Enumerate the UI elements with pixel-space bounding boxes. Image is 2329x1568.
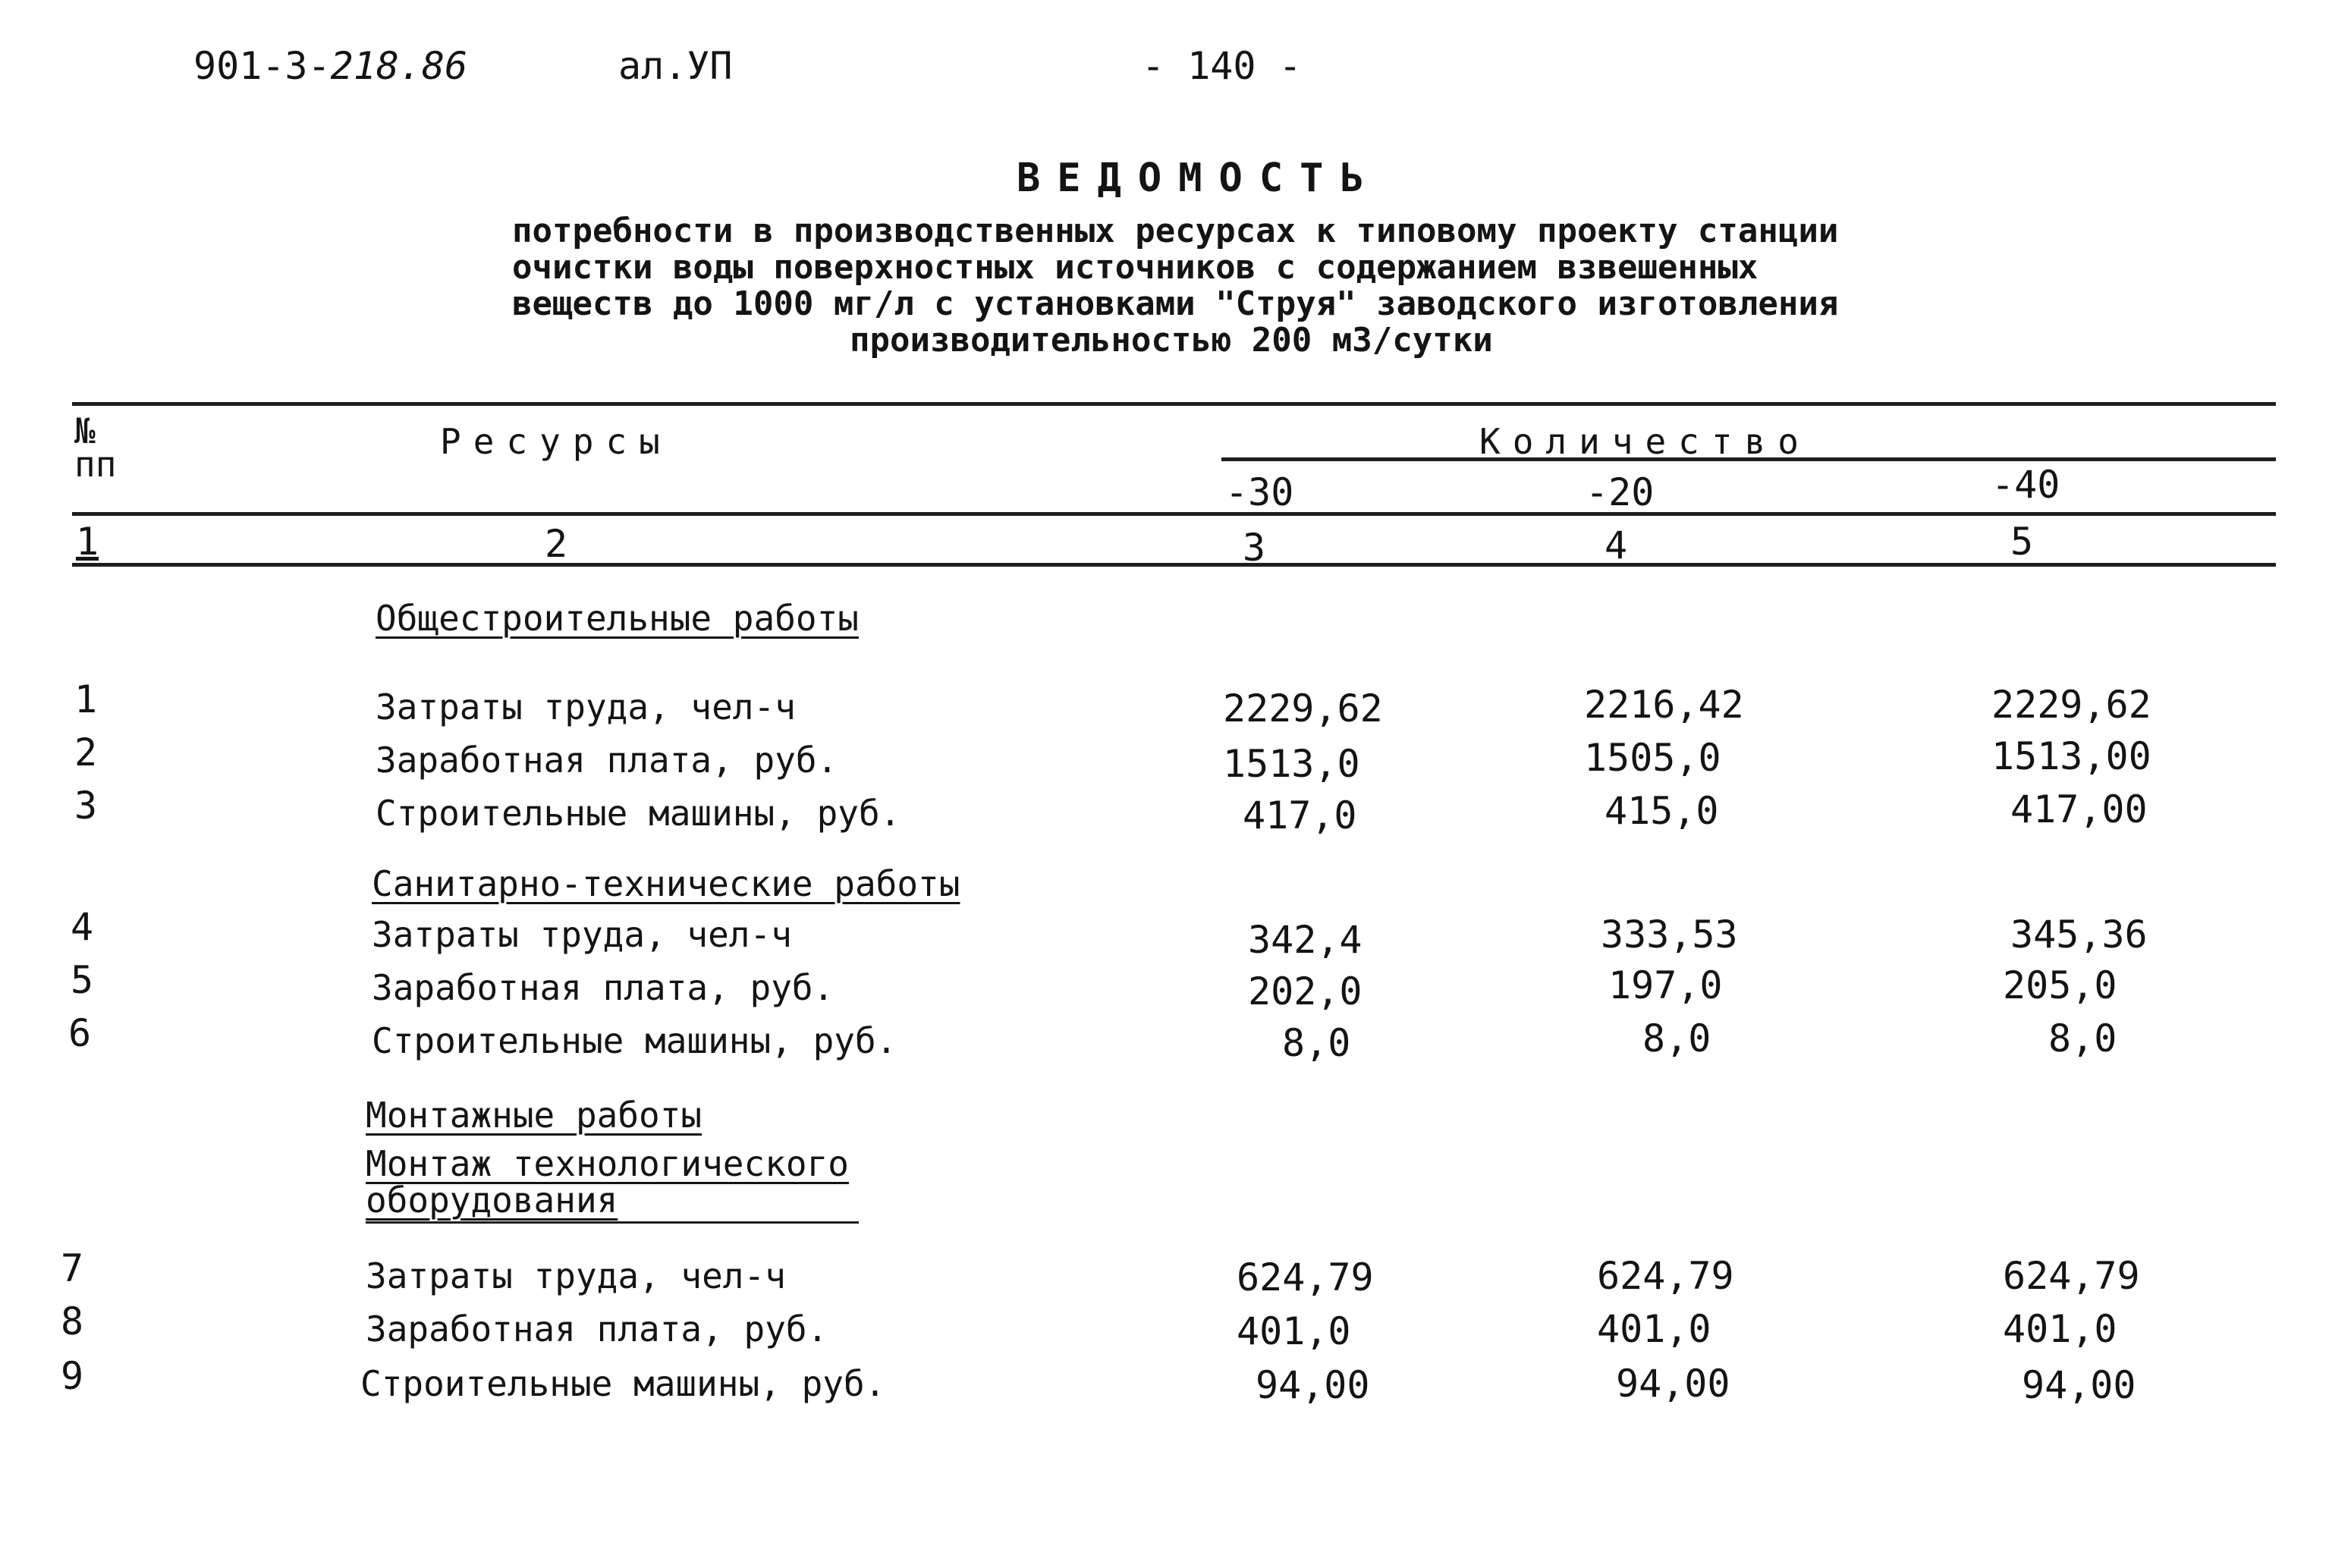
col-num-header: № пп	[74, 410, 117, 485]
row-value: 624,79	[2003, 1254, 2140, 1298]
row-value: 624,79	[1237, 1255, 1374, 1299]
column-number: 1	[76, 520, 99, 564]
row-number: 1	[74, 677, 98, 721]
row-value: 624,79	[1597, 1254, 1734, 1298]
row-value: 2216,42	[1584, 683, 1744, 727]
row-resource-name: Заработная плата, руб.	[366, 1309, 828, 1350]
row-value: 345,36	[2010, 913, 2148, 957]
row-value: 401,0	[1237, 1309, 1351, 1353]
subtitle-underline	[366, 1221, 859, 1224]
document-code-printed: 901-3-	[193, 44, 331, 88]
document-code	[193, 44, 467, 88]
row-value: 1513,00	[1991, 734, 2151, 778]
row-value: 417,0	[1243, 793, 1357, 837]
row-resource-name: Затраты труда, чел-ч	[366, 1255, 786, 1296]
row-value: 2229,62	[1991, 683, 2151, 727]
header-bottom-rule	[72, 512, 2276, 516]
row-resource-name: Строительные машины, руб.	[360, 1363, 886, 1404]
row-value: 94,00	[1616, 1362, 1730, 1406]
row-number: 8	[61, 1299, 84, 1343]
column-number: 2	[545, 522, 568, 566]
row-resource-name: Затраты труда, чел-ч	[376, 687, 796, 727]
row-resource-name: Затраты труда, чел-ч	[372, 914, 792, 955]
row-value: 417,00	[2010, 787, 2148, 831]
row-value: 202,0	[1248, 969, 1363, 1013]
row-number: 9	[61, 1354, 84, 1398]
row-value: 401,0	[2003, 1307, 2117, 1351]
subtitle-line: веществ до 1000 мг/л с установками "Струя" заводского изготовления	[512, 284, 1839, 323]
subtitle-line: очистки воды поверхностных источников с содержанием взвешенных	[512, 248, 1759, 287]
row-value: 415,0	[1605, 789, 1719, 833]
document-title: ВЕДОМОСТЬ	[1017, 156, 1381, 201]
row-value: 8,0	[1282, 1021, 1351, 1065]
row-value: 8,0	[2048, 1017, 2117, 1061]
row-value: 333,53	[1601, 913, 1738, 957]
section-title: Монтажные работы	[366, 1095, 702, 1136]
row-value: 205,0	[2003, 963, 2117, 1007]
row-value: 1513,0	[1223, 742, 1360, 786]
row-resource-name: Заработная плата, руб.	[376, 740, 838, 781]
row-value: 197,0	[1608, 963, 1723, 1007]
row-resource-name: Строительные машины, руб.	[372, 1020, 897, 1061]
row-resource-name: Заработная плата, руб.	[372, 967, 834, 1008]
row-number: 6	[68, 1011, 92, 1055]
column-number: 4	[1605, 523, 1628, 567]
row-value: 342,4	[1248, 918, 1363, 962]
quantity-subheader: -30	[1225, 470, 1294, 514]
col-quantity-header: Количество	[1479, 421, 1811, 462]
column-number: 3	[1243, 526, 1266, 570]
subtitle-line: потребности в производственных ресурсах к типовому проекту станции	[512, 212, 1839, 250]
row-resource-name: Строительные машины, руб.	[376, 793, 901, 834]
column-number: 5	[2010, 520, 2034, 564]
section-title: Санитарно-технические работы	[372, 863, 960, 904]
section-title: Общестроительные работы	[376, 598, 859, 639]
quantity-subheader: -40	[1991, 463, 2060, 507]
row-number: 5	[71, 958, 94, 1002]
row-value: 94,00	[1256, 1363, 1370, 1407]
row-number: 4	[71, 905, 94, 949]
section-subtitle: Монтаж технологического оборудования	[366, 1143, 849, 1221]
table-top-rule	[72, 402, 2276, 406]
row-value: 2229,62	[1223, 687, 1383, 731]
row-value: 94,00	[2022, 1363, 2136, 1407]
row-number: 2	[74, 731, 98, 775]
subtitle-line: производительностью 200 м3/сутки	[850, 321, 1493, 360]
row-value: 401,0	[1597, 1307, 1711, 1351]
album-label: ал.УП	[618, 44, 733, 88]
row-value: 1505,0	[1584, 736, 1721, 780]
quantity-subheader: -20	[1586, 470, 1655, 514]
document-code-handwritten: 218.86	[330, 44, 468, 88]
column-numbers-rule	[72, 563, 2276, 567]
row-number: 7	[61, 1246, 84, 1290]
row-number: 3	[74, 784, 98, 828]
row-value: 8,0	[1642, 1017, 1711, 1061]
page-number: - 140 -	[1142, 44, 1302, 88]
col-resources-header: Ресурсы	[440, 421, 672, 462]
